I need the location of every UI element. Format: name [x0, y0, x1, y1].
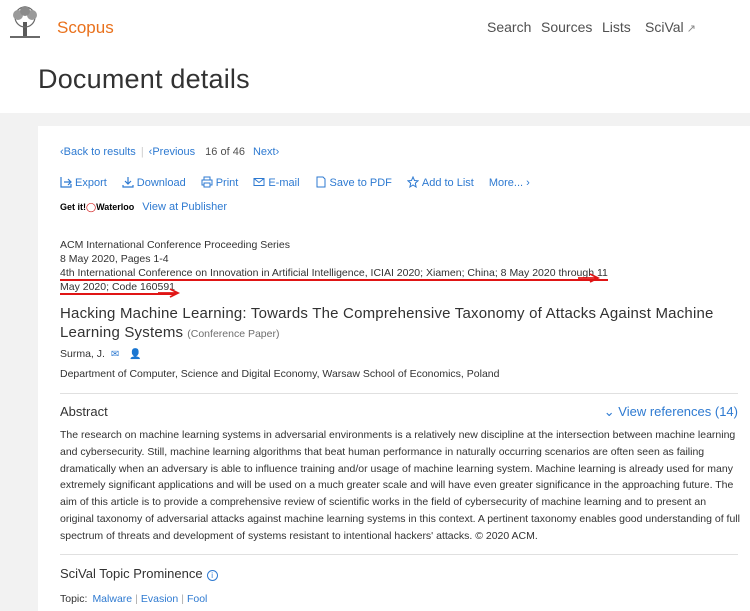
download-button[interactable]: [122, 176, 186, 189]
get-it-label: Get it!: [60, 202, 86, 212]
author-profile-icon[interactable]: 👤: [129, 349, 142, 360]
author-name[interactable]: Surma, J.: [60, 348, 105, 360]
printer-icon: [201, 176, 213, 188]
export-label: Export: [75, 177, 107, 189]
document-title: [60, 304, 730, 344]
add-to-list-label: Add to List: [421, 177, 474, 189]
view-references-link[interactable]: [604, 404, 738, 420]
section-divider: [60, 554, 738, 555]
topic-link-fool[interactable]: Fool: [186, 593, 208, 605]
print-button[interactable]: [201, 176, 239, 189]
nav-scival[interactable]: [645, 19, 696, 35]
divider: |: [140, 146, 144, 158]
envelope-icon: [253, 176, 265, 188]
save-to-pdf-button[interactable]: [315, 176, 392, 189]
back-to-results-link[interactable]: [60, 146, 136, 158]
next-label: Next: [252, 146, 276, 158]
save-to-pdf-label: Save to PDF: [329, 177, 392, 189]
topic-link-malware[interactable]: Malware: [92, 593, 133, 605]
view-references-label: View references (14): [618, 404, 738, 419]
series-title: ACM International Conference Proceeding Series: [60, 239, 290, 251]
topic-link-evasion[interactable]: Evasion: [140, 593, 179, 605]
scopus-brand[interactable]: Scopus: [57, 18, 114, 37]
results-navigation: [60, 146, 279, 158]
back-to-results-label: Back to results: [63, 146, 136, 158]
print-label: Print: [215, 177, 239, 189]
get-it-row: [60, 201, 227, 213]
current-index: 16: [205, 146, 218, 158]
download-label: Download: [136, 177, 186, 189]
divider: |: [181, 593, 184, 605]
view-at-publisher-link[interactable]: View at Publisher: [142, 201, 228, 213]
next-link[interactable]: [253, 146, 279, 158]
affiliation: Department of Computer, Science and Digital Economy, Warsaw School of Economics, Poland: [60, 368, 500, 380]
elsevier-logo-icon[interactable]: [6, 6, 44, 40]
chevron-left-icon: ‹: [60, 146, 64, 158]
download-icon: [122, 176, 134, 188]
abstract-text: The research on machine learning systems in adversarial environments is a relatively new discipline at the intersection between machine learning and cybersecurity. Still, machine learning algorithms that beat human performance in naturally occurring scenarios are often seen as failing dramatically when an adversary is able to influence training and/or usage of machine learning system. Machine learning is already used for many extremely significant applications and will be used on a much greater scale and will have even greater significance in the approaching future. The aim of this article is to provide a comprehensive review of scientific works in the field of cybersecurity of machine learning and to present an original taxonomy of adversarial attacks against machine learning systems in this context. A pertinent taxonomy enables good understanding of full spectrum of threats and development of systems resistant to intentional hackers' attacks. © 2020 ACM.: [60, 429, 740, 542]
external-link-icon: ↗: [686, 23, 696, 35]
total-count: 46: [232, 146, 245, 158]
document-type: (Conference Paper): [187, 328, 280, 340]
email-label: E-mail: [268, 177, 300, 189]
annotation-arrow-icon: [578, 273, 602, 283]
page-title: Document details: [38, 64, 250, 94]
export-button[interactable]: [60, 176, 107, 189]
document-title-text: Hacking Machine Learning: Towards The Comprehensive Taxonomy of Attacks Against Machine Learning Systems: [60, 305, 714, 341]
pdf-icon: [315, 176, 327, 188]
nav-lists[interactable]: Lists: [602, 19, 631, 35]
author-row: [60, 348, 142, 360]
source-metadata: [60, 238, 630, 294]
nav-search[interactable]: Search: [487, 19, 532, 35]
of-label: of: [220, 146, 230, 158]
get-it-waterloo-button[interactable]: [60, 202, 134, 213]
topic-row: [60, 593, 207, 605]
envelope-icon[interactable]: ✉: [110, 349, 120, 360]
topic-label: Topic:: [60, 593, 88, 605]
ring-icon: ◯: [86, 202, 97, 212]
divider: |: [135, 593, 138, 605]
export-icon: [60, 176, 72, 188]
chevron-right-icon: ›: [523, 177, 530, 189]
nav-sources[interactable]: Sources: [541, 19, 593, 35]
conference-info-cont: May 2020; Code 160591: [60, 281, 176, 293]
annotation-arrow-icon: [158, 288, 182, 298]
result-position: [205, 146, 245, 158]
star-icon: [407, 176, 419, 188]
chevron-down-icon: ⌄: [603, 404, 619, 419]
document-card: [38, 126, 750, 611]
nav-scival-label: SciVal: [645, 19, 684, 35]
conference-info: 4th International Conference on Innovation in Artificial Intelligence, ICIAI 2020; Xiamen; China; 8 May 2020 through 11: [60, 267, 608, 279]
top-header: [0, 0, 750, 113]
more-button[interactable]: [489, 177, 530, 189]
more-label: More...: [488, 177, 524, 189]
section-divider: [60, 393, 738, 394]
date-pages: 8 May 2020, Pages 1-4: [60, 253, 169, 265]
info-icon[interactable]: i: [207, 570, 218, 581]
previous-link[interactable]: [149, 146, 195, 158]
document-actions: [60, 176, 545, 189]
add-to-list-button[interactable]: [407, 176, 474, 189]
previous-label: Previous: [152, 146, 196, 158]
chevron-left-icon: ‹: [148, 146, 153, 158]
chevron-right-icon: ›: [275, 146, 280, 158]
email-button[interactable]: [253, 176, 299, 189]
scival-heading: [60, 566, 218, 581]
abstract-heading: Abstract: [60, 404, 108, 419]
scival-heading-text: SciVal Topic Prominence: [60, 566, 203, 581]
waterloo-label: Waterloo: [96, 202, 135, 212]
